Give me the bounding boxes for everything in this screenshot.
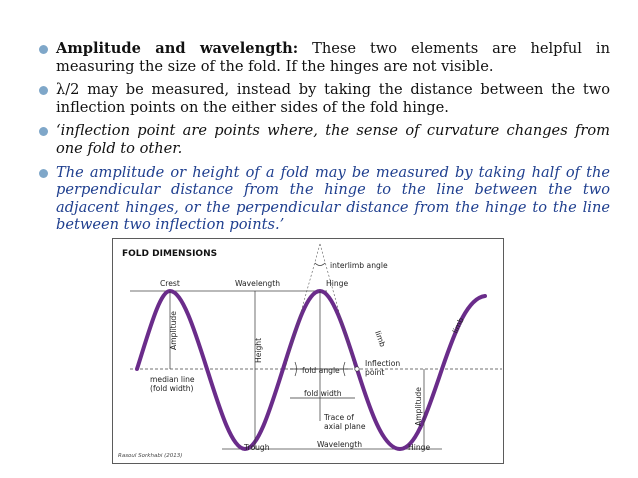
trace-label-2: axial plane: [324, 422, 366, 431]
amplitude-left-label: Amplitude: [169, 311, 178, 350]
hinge-top-label: Hinge: [326, 279, 349, 288]
inflection-label-1: Inflection: [365, 359, 401, 368]
bullet-lead-text: Amplitude and wavelength:: [56, 40, 299, 57]
hinge-bottom-label: Hinge: [408, 443, 431, 452]
bullet-dot-icon: [39, 45, 48, 54]
bullet-body-text: The amplitude or height of a fold may be measured by taking half of the perpendicular distance from the hinge to the line between the two adjacent hinges, or the perpendicular distance from the hinge to the line between two inflection points.’: [56, 163, 610, 234]
median-line-label-2: (fold width): [150, 384, 194, 393]
fold-dimensions-diagram: [112, 238, 504, 464]
fold-angle-label: fold angle: [302, 366, 340, 375]
diagram-credit: Rasoul Sorkhabi (2013): [118, 453, 183, 459]
limb-label-1: limb: [373, 329, 388, 349]
trace-label-1: Trace of: [324, 413, 354, 422]
bullet-body-text: λ/2 may be measured, instead by taking the distance between the two inflection points on the either sides of the fold hinge.: [56, 81, 610, 116]
limb-label-2: limb: [450, 316, 466, 335]
bullet-amplitude-wavelength: [38, 40, 610, 75]
median-line-label-1: median line: [150, 375, 195, 384]
fold-width-label: fold width: [304, 389, 342, 398]
bullet-lambda: [38, 81, 610, 116]
inflection-label-2: point: [365, 368, 385, 377]
wavelength-top-label: Wavelength: [235, 279, 281, 288]
bullet-inflection: [38, 122, 610, 157]
height-label: Height: [254, 337, 263, 363]
bullet-dot-icon: [39, 169, 48, 178]
wavelength-bottom-label: Wavelength: [317, 440, 363, 449]
bullet-list: [38, 40, 610, 240]
trough-label: Trough: [244, 443, 270, 452]
bullet-body-text: These two elements are helpful in measuring the size of the fold. If the hinges are not visible.: [56, 40, 610, 75]
bullet-dot-icon: [39, 127, 48, 136]
diagram-title: FOLD DIMENSIONS: [122, 249, 218, 259]
bullet-body-text: ‘inflection point are points where, the sense of curvature changes from one fold to other.: [56, 122, 610, 157]
amplitude-right-label: Amplitude: [414, 387, 423, 426]
bullet-dot-icon: [39, 86, 48, 95]
crest-label: Crest: [160, 279, 180, 288]
bullet-amplitude-definition: [38, 164, 610, 234]
diagram-frame: [113, 239, 504, 464]
interlimb-angle-label: interlimb angle: [330, 261, 388, 270]
inflection-point-marker: [355, 367, 359, 371]
